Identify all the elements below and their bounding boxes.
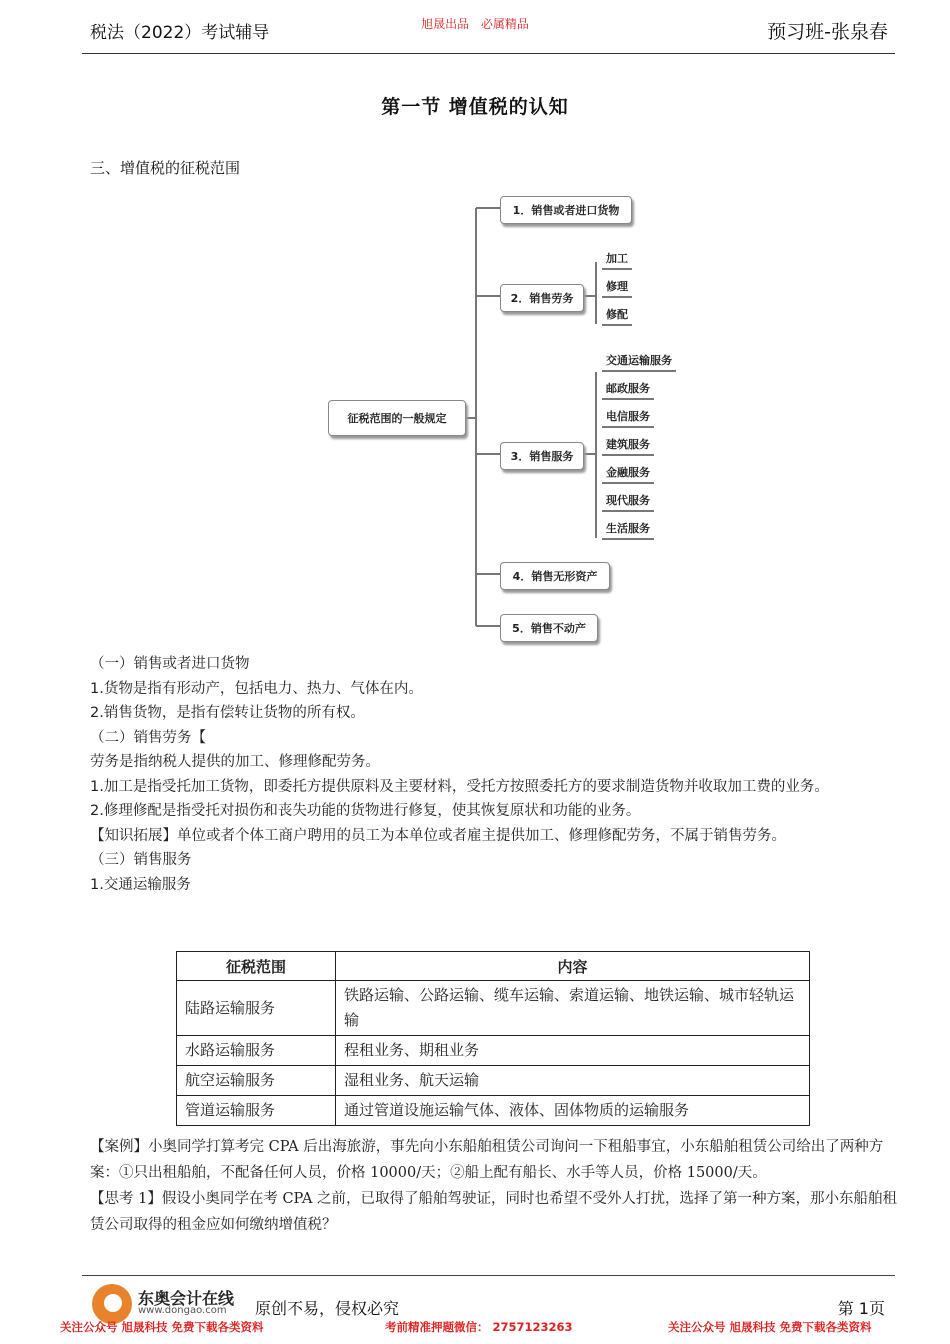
- diagram-branch-4: 4．销售无形资产: [500, 562, 610, 590]
- body-heading-services: （三）销售服务: [90, 852, 192, 868]
- body-paragraph: 1.货物是指有形动产，包括电力、热力、气体在内。: [90, 680, 423, 697]
- footer-slogan: 原创不易，侵权必究: [255, 1299, 400, 1318]
- table-row: [177, 1096, 810, 1126]
- logo-icon-inner: [104, 1294, 122, 1312]
- diagram-leaf-repair: 修理: [602, 278, 632, 298]
- table-cell-content: 铁路运输、公路运输、缆车运输、索道运输、地铁运输、城市轻轨运输: [336, 981, 810, 1036]
- table-header-row: [177, 952, 810, 981]
- diagram-branch-2: 2．销售劳务: [500, 284, 584, 312]
- header-publisher-2: 必属精品: [480, 17, 529, 31]
- case-study: [90, 1134, 898, 1238]
- think-paragraph: 【思考 1】假设小奥同学在考 CPA 之前，已取得了船舶驾驶证，同时也希望不受外人打扰，选择了第一种方案，那小东船舶租赁公司取得的租金应如何缴纳增值税？: [90, 1191, 898, 1233]
- header-course-title: 税法（2022）考试辅导: [90, 23, 270, 43]
- diagram-leaf-fitting: 修配: [602, 306, 632, 326]
- transport-services-table: [176, 951, 810, 1126]
- table-row: [177, 1036, 810, 1066]
- footer-divider: [82, 1275, 895, 1276]
- table-cell-scope: 航空运输服务: [177, 1066, 336, 1096]
- table-cell-scope: 管道运输服务: [177, 1096, 336, 1126]
- table-cell-content: 程租业务、期租业务: [336, 1036, 810, 1066]
- table-row: [177, 1066, 810, 1096]
- diagram-root: 征税范围的一般规定: [328, 400, 466, 436]
- table-row: [177, 981, 810, 1036]
- table-header-scope: 征税范围: [177, 952, 336, 981]
- table-cell-scope: 陆路运输服务: [177, 981, 336, 1036]
- diagram-leaf-life: 生活服务: [602, 520, 654, 540]
- diagram-leaf-postal: 邮政服务: [602, 380, 654, 400]
- body-heading-labor: （二）销售劳务【: [90, 729, 206, 746]
- header-publisher-1: 旭晟出品: [421, 17, 470, 31]
- body-paragraph: 1.交通运输服务: [90, 876, 191, 893]
- diagram-branch-3: 3．销售服务: [500, 442, 584, 470]
- logo-url: www.dongao.com: [138, 1305, 227, 1316]
- diagram-leaf-processing: 加工: [602, 250, 632, 270]
- diagram-leaf-modern: 现代服务: [602, 492, 654, 512]
- table-header-content: 内容: [336, 952, 810, 981]
- footer-ad-left: 关注公众号 旭晟科技 免费下载各类资料: [60, 1320, 264, 1334]
- footer-ad-center: 考前精准押题微信： 2757123263: [385, 1320, 573, 1334]
- body-paragraph: 2.销售货物，是指有偿转让货物的所有权。: [90, 705, 365, 721]
- logo-name: 东奥会计在线: [138, 1289, 235, 1308]
- table-cell-scope: 水路运输服务: [177, 1036, 336, 1066]
- diagram-branch-1: 1．销售或者进口货物: [500, 196, 632, 224]
- diagram-leaf-finance: 金融服务: [602, 464, 654, 484]
- page-title: 第一节 增值税的认知: [381, 96, 569, 118]
- table-cell-content: 通过管道设施运输气体、液体、固体物质的运输服务: [336, 1096, 810, 1126]
- diagram-leaf-construction: 建筑服务: [602, 436, 654, 456]
- header-divider: [82, 53, 895, 54]
- body-knowledge-ext: 【知识拓展】单位或者个体工商户聘用的员工为本单位或者雇主提供加工、修理修配劳务，不属于销售劳务。: [90, 827, 786, 844]
- scope-diagram: [320, 190, 700, 650]
- body-paragraph: 1.加工是指受托加工货物，即委托方提供原料及主要材料，受托方按照委托方的要求制造货物并收取加工费的业务。: [90, 778, 829, 795]
- page-number: 第 1页: [837, 1299, 885, 1318]
- body-paragraph: 劳务是指纳税人提供的加工、修理修配劳务。: [90, 754, 380, 770]
- case-paragraph: 【案例】小奥同学打算考完 CPA 后出海旅游，事先向小东船舶租赁公司询问一下租船事宜，小东船舶租赁公司给出了两种方案：①只出租船舶，不配备任何人员，价格 10000/天；②船上配有船长、水手等人员，价格 15000/天。: [90, 1139, 884, 1181]
- table-cell-content: 湿租业务、航天运输: [336, 1066, 810, 1096]
- diagram-leaf-telecom: 电信服务: [602, 408, 654, 428]
- body-paragraph: 2.修理修配是指受托对损伤和丧失功能的货物进行修复，使其恢复原状和功能的业务。: [90, 803, 641, 819]
- diagram-branch-5: 5．销售不动产: [500, 614, 598, 642]
- body-heading-goods: （一）销售或者进口货物: [90, 656, 250, 672]
- header-class-name: 预习班-张泉春: [767, 21, 888, 43]
- section-title: 三、增值税的征税范围: [90, 159, 241, 177]
- diagram-leaf-transport: 交通运输服务: [602, 352, 676, 372]
- footer-ad-right: 关注公众号 旭晟科技 免费下载各类资料: [668, 1320, 872, 1334]
- body-text: [90, 652, 898, 897]
